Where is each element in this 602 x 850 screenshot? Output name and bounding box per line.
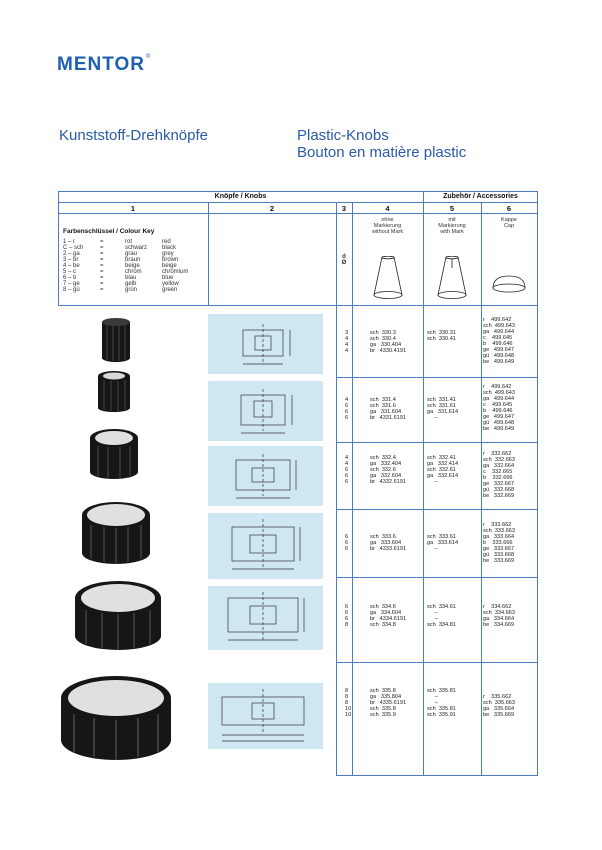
adapter-with-mark-icon	[435, 256, 469, 300]
row-6-without-mark: sch 335.8 ga 335.804 br 4335.6191 sch 335.8 sch 335.9	[370, 688, 407, 718]
row-6-cap: r 335.662 sch 335.663 ga 335.664 be 335.669	[483, 694, 516, 718]
key-eq: =	[100, 281, 104, 287]
key-german: schwarz	[125, 245, 148, 251]
row-separator	[336, 442, 538, 443]
row-2-cap: r 499.642 sch 499.643 ga 499.644 c 499.645 b 499.646 ge 499.647 gü 499.648 be 499.649	[483, 384, 516, 432]
key-eq: =	[100, 275, 104, 281]
row-3-with-mark: sch 332.41 ga 332.414 sch 332.61 ga 332.614 –	[427, 455, 459, 485]
key-german: beige	[125, 263, 140, 269]
title-english: Plastic-Knobs	[297, 127, 389, 144]
col-4-caption: ohne Markierung without Mark	[371, 217, 404, 235]
title-french: Bouton en matière plastic	[297, 144, 467, 161]
technical-drawing-4	[208, 513, 323, 579]
key-german: grau	[125, 251, 138, 257]
key-code: 7 – ge	[63, 281, 80, 287]
col-4-number: 4	[385, 204, 390, 213]
key-german: chrom	[125, 269, 142, 275]
row-4-cap: r 333.662 sch 333.663 ga 333.664 b 333.666 ge 333.667 gü 333.668 be 333.669	[483, 522, 516, 564]
row-1-with-mark: sch 330.31 sch 330.41	[427, 330, 456, 342]
key-english: blue	[162, 275, 174, 281]
header-divider-2	[58, 213, 538, 214]
header-divider-1	[58, 202, 538, 203]
row-separator	[336, 577, 538, 578]
brand-name: MENTOR	[57, 54, 145, 75]
col-3-number: 3	[341, 204, 347, 213]
technical-drawing-1	[208, 314, 323, 374]
row-4-with-mark: sch 333.61 ga 333.614 –	[427, 534, 459, 552]
key-english: grey	[162, 251, 174, 257]
key-eq: =	[100, 269, 104, 275]
key-code: 2 – ga	[63, 251, 80, 257]
table-bottom-border	[336, 775, 538, 776]
col-6-caption: Kappe Cap	[501, 217, 517, 229]
key-code: 4 – be	[63, 263, 80, 269]
row-5-diameter: 6 6 6 8	[345, 604, 349, 628]
row-1-cap: r 499.642 sch 499.643 ga 499.644 c 499.645 b 499.646 ge 499.647 gü 499.648 be 499.649	[483, 317, 516, 365]
row-4-without-mark: sch 333.6 ga 333.604 br 4333.6191	[370, 534, 407, 552]
key-eq: =	[100, 287, 104, 293]
key-eq: =	[100, 257, 104, 263]
technical-drawing-6	[208, 683, 323, 749]
row-3-diameter: 4 4 6 6 6	[345, 455, 349, 485]
col-6-number: 6	[506, 204, 512, 213]
row-separator	[336, 377, 538, 378]
key-code: 5 – c	[63, 269, 77, 275]
row-1-without-mark: sch 330.3 sch 330.4 ga 330.404 br 4330.4191	[370, 330, 407, 354]
col-2-number: 2	[269, 204, 275, 213]
key-english: yellow	[162, 281, 179, 287]
knob-image-4	[77, 495, 155, 571]
key-english: brown	[162, 257, 179, 263]
knobs-header: Knöpfe / Knobs	[214, 193, 267, 200]
row-5-cap: r 334.662 sch 334.663 ga 334.664 be 334.669	[483, 604, 516, 628]
knob-image-1	[99, 316, 133, 364]
col-5-caption: mit Markierung with Mark	[438, 217, 466, 235]
adapter-without-mark-icon	[371, 256, 405, 300]
key-german: gelb	[125, 281, 137, 287]
row-1-diameter: 3 4 4 4	[345, 330, 349, 354]
key-eq: =	[100, 251, 104, 257]
row-5-with-mark: sch 334.61 – – sch 334.81	[427, 604, 456, 628]
col-divider-4-5	[423, 191, 424, 776]
col-1-number: 1	[130, 204, 136, 213]
key-english: green	[162, 287, 178, 293]
row-2-with-mark: sch 331.41 sch 331.61 ga 331.614 –	[427, 397, 459, 421]
key-code: C – sch	[63, 245, 84, 251]
key-eq: =	[100, 263, 104, 269]
row-4-diameter: 6 6 6	[345, 534, 349, 552]
knob-image-3	[86, 424, 142, 484]
row-5-without-mark: sch 334.6 ga 334.604 br 4334.6191 sch 334.8	[370, 604, 407, 628]
key-german: rot	[125, 239, 133, 245]
mentor-logo	[57, 54, 151, 76]
key-code: 6 – b	[63, 275, 77, 281]
technical-drawing-5	[208, 586, 323, 650]
header-bottom-border	[58, 305, 538, 306]
registered-mark: ®	[145, 54, 152, 60]
table-right-border	[537, 191, 538, 776]
col-divider-3-4	[352, 202, 353, 776]
key-german: braun	[125, 257, 141, 263]
row-6-diameter: 8 8 8 10 10	[345, 688, 352, 718]
key-code: 8 – gü	[63, 287, 80, 293]
col-5-number: 5	[449, 204, 455, 213]
row-separator	[336, 662, 538, 663]
row-2-diameter: 4 6 6 6	[345, 397, 349, 421]
key-german: grün	[125, 287, 138, 293]
technical-drawing-3	[208, 446, 323, 506]
key-english: chromium	[162, 269, 189, 275]
key-english: red	[162, 239, 171, 245]
row-3-without-mark: sch 332.4 ga 332.404 sch 332.6 ga 332.604 br 4332.6191	[370, 455, 407, 485]
col-divider-2-3	[336, 202, 337, 776]
row-separator	[336, 509, 538, 510]
knob-image-6	[56, 668, 176, 772]
cap-icon	[491, 274, 527, 296]
table-top-border	[58, 191, 538, 192]
key-code: 3 – br	[63, 257, 79, 263]
accessories-header: Zubehör / Accessories	[443, 193, 518, 200]
col-divider-1-2	[208, 202, 209, 305]
row-2-without-mark: sch 331.4 sch 331.6 ga 331.604 br 4331.6191	[370, 397, 407, 421]
key-eq: =	[100, 245, 104, 251]
row-6-with-mark: sch 335.81 – – sch 335.81 sch 335.91	[427, 688, 456, 718]
knob-image-2	[95, 368, 133, 416]
knob-image-5	[70, 574, 166, 658]
key-english: black	[162, 245, 177, 251]
row-3-cap: r 332.662 sch 332.663 ga 332.664 c 332.665 b 332.666 ge 332.667 gü 332.668 be 332.669	[483, 451, 516, 499]
technical-drawing-2	[208, 381, 323, 441]
col-divider-5-6	[481, 202, 482, 776]
key-code: 1 – r	[63, 239, 76, 245]
key-eq: =	[100, 239, 104, 245]
key-german: blau	[125, 275, 137, 281]
key-english: beige	[162, 263, 177, 269]
diameter-symbol: d Ø	[341, 254, 347, 266]
title-german: Kunststoff-Drehknöpfe	[59, 127, 208, 144]
colour-key-title: Farbenschlüssel / Colour Key	[63, 228, 155, 235]
